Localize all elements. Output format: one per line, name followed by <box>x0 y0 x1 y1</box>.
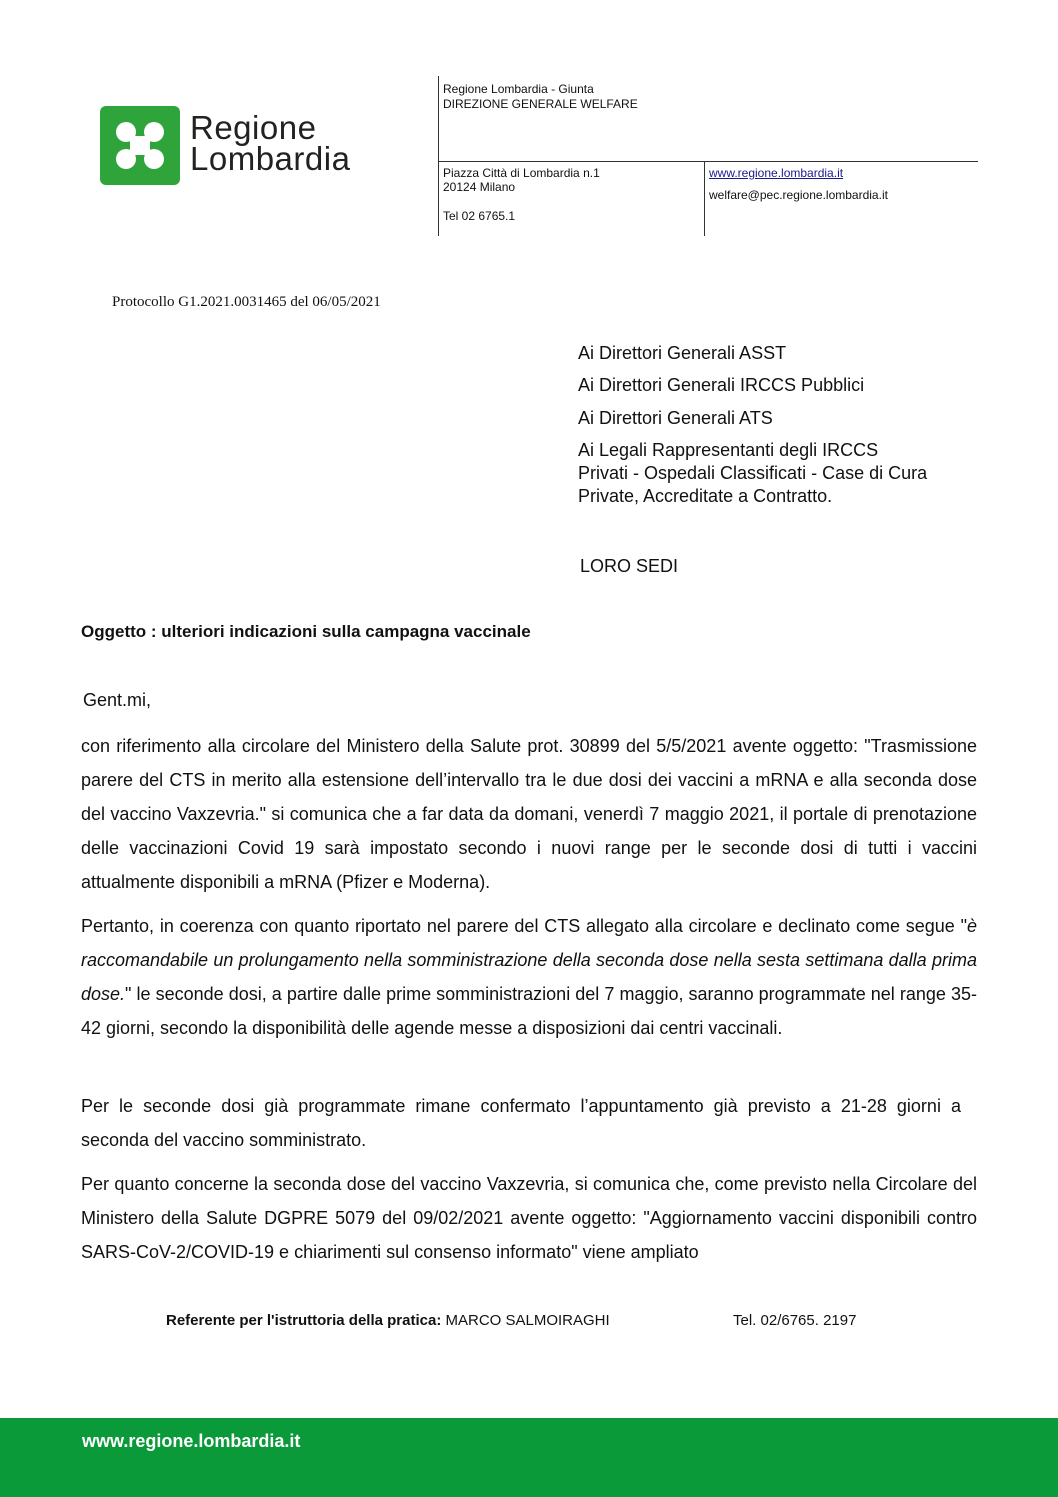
body-paragraph-2-quote: è raccomandabile un prolungamento nella somministrazione della seconda dose nella sesta settimana dalla prima dose. <box>81 916 977 1004</box>
logo-wordmark-line1: Regione <box>190 109 317 146</box>
body-paragraph-1: con riferimento alla circolare del Ministero della Salute prot. 30899 del 5/5/2021 avente oggetto: "Trasmissione parere del CTS in merito alla estensione dell’intervallo tra le due dosi dei vaccini a mRNA e alla seconda dose del vaccino Vaxzevria." si comunica che a far data da domani, venerdì 7 maggio 2021, il portale di prenotazione delle vaccinazioni Covid 19 sarà impostato secondo i nuovi range per le seconde dosi di tutti i vaccini attualmente disponibili a mRNA (Pfizer e Moderna). <box>81 736 977 892</box>
recipient-line: Private, Accreditate a Contratto. <box>578 486 833 506</box>
loro-sedi: LORO SEDI <box>580 556 679 576</box>
protocol-number: Protocollo G1.2021.0031465 del 06/05/2021 <box>112 294 381 310</box>
logo-wordmark-line2: Lombardia <box>190 140 351 177</box>
header-phone: Tel 02 6765.1 <box>443 209 516 223</box>
recipient-line: Privati - Ospedali Classificati - Case di Cura <box>578 463 928 483</box>
referente-name: MARCO SALMOIRAGHI <box>441 1312 610 1329</box>
regione-lombardia-logo-mark <box>100 106 180 185</box>
header-address-line1: Piazza Città di Lombardia n.1 <box>443 166 600 180</box>
header-website-link[interactable]: www.regione.lombardia.it <box>709 166 844 180</box>
body-paragraph-2-text: Pertanto, in coerenza con quanto riportato nel parere del CTS allegato alla circolare e declinato come segue " <box>81 916 967 936</box>
recipient-line: Ai Legali Rappresentanti degli IRCCS <box>578 440 879 460</box>
header-address-line2: 20124 Milano <box>443 180 516 194</box>
referente-line <box>166 1312 610 1329</box>
header-divider-vertical-2 <box>704 161 705 236</box>
referente-phone: Tel. 02/6765. 2197 <box>733 1312 857 1329</box>
greeting: Gent.mi, <box>83 690 152 710</box>
subject-line: Oggetto : ulteriori indicazioni sulla campagna vaccinale <box>81 622 531 641</box>
recipient-line: Ai Direttori Generali IRCCS Pubblici <box>578 375 865 395</box>
referente-label: Referente per l'istruttoria della pratica: <box>166 1312 442 1329</box>
logo-cross-icon <box>100 106 180 185</box>
body-paragraph-4: Per quanto concerne la seconda dose del vaccino Vaxzevria, si comunica che, come previsto nella Circolare del Ministero della Salute DGPRE 5079 del 09/02/2021 avente oggetto: "Aggiornamento vaccini disponibili contro SARS-CoV-2/COVID-19 e chiarimenti sul consenso informato" viene ampliato <box>81 1174 977 1262</box>
recipient-line: Ai Direttori Generali ATS <box>578 408 773 428</box>
header-entity: Regione Lombardia - Giunta <box>443 82 594 96</box>
header-pec: welfare@pec.regione.lombardia.it <box>709 188 888 202</box>
header-direction: DIREZIONE GENERALE WELFARE <box>443 97 638 111</box>
footer-website-link[interactable]: www.regione.lombardia.it <box>82 1431 301 1451</box>
recipient-line: Ai Direttori Generali ASST <box>578 343 787 363</box>
body-paragraph-2 <box>81 909 977 1045</box>
logo-wordmark <box>190 109 351 177</box>
header-divider-horizontal <box>438 161 978 162</box>
footer-bar <box>0 1418 1058 1497</box>
body-paragraph-3: Per le seconde dosi già programmate rimane confermato l’appuntamento già previsto a 21-28 giorni a seconda del vaccino somministrato. <box>81 1096 961 1150</box>
header-divider-vertical <box>438 76 439 236</box>
body-paragraph-2-text-end: " le seconde dosi, a partire dalle prime somministrazioni del 7 maggio, saranno programmate nel range 35-42 giorni, secondo la disponibilità delle agende messe a disposizioni dai centri vaccinali. <box>81 984 977 1038</box>
